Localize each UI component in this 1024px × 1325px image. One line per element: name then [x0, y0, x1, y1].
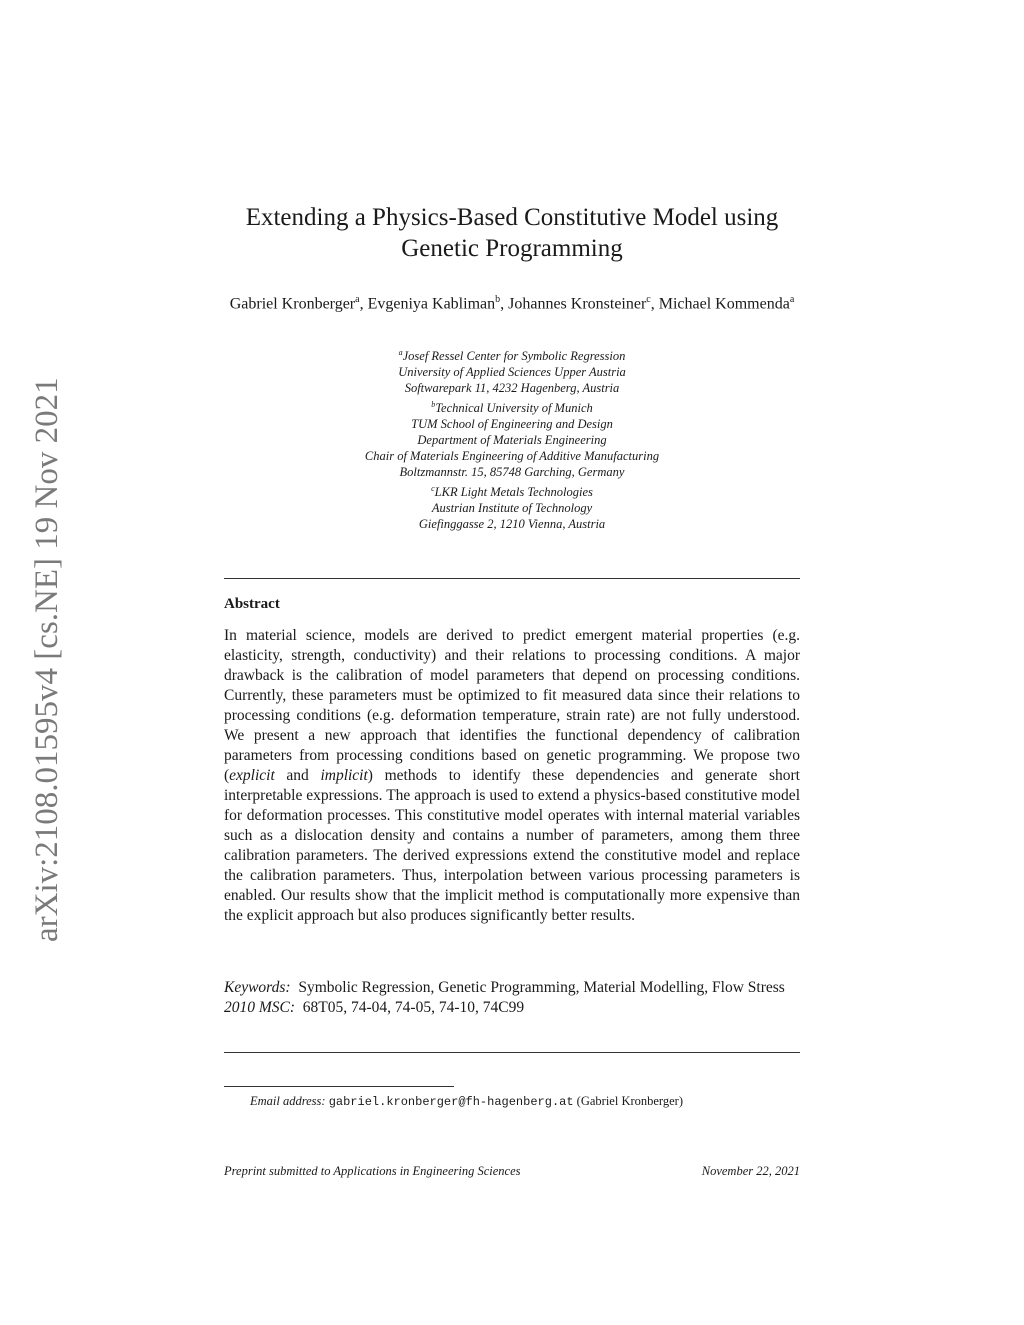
abstract-body: [224, 626, 800, 926]
affiliation-line: Department of Materials Engineering: [417, 432, 607, 447]
affiliation-mark: b: [431, 399, 436, 409]
affiliation-line: Giefinggasse 2, 1210 Vienna, Austria: [418, 516, 606, 531]
affiliations: [224, 345, 800, 532]
preprint-date: November 22, 2021: [701, 1164, 800, 1178]
affiliation-line: [224, 481, 800, 501]
footnote-label: Email address:: [250, 1094, 326, 1108]
abstract-emphasis-implicit: implicit: [320, 767, 368, 784]
footnote: [250, 1093, 810, 1110]
affiliation-line: [224, 345, 800, 365]
author-affiliation-mark: b: [495, 294, 501, 305]
abstract-text: In material science, models are derived to predict emergent material properties (e.g. elasticity, strength, conductivity) and their relations to processing conditions. A major drawback is the calibration of model parameters that depend on processing conditions. Currently, these parameters must be optimized to fit measured data since their relations to processing conditions (e.g. deformation temperature, strain rate) are not fully understood. We present a new approach that identifies the functional dependency of calibration parameters from processing conditions based on genetic programming. We propose two (: [224, 627, 800, 784]
title-line-2: Genetic Programming: [401, 235, 623, 262]
author-name: Johannes Kronsteiner: [508, 295, 647, 313]
msc-line: [224, 998, 800, 1018]
title-line-1: Extending a Physics-Based Constitutive Model using: [245, 204, 779, 231]
affiliation-line: TUM School of Engineering and Design: [411, 416, 613, 431]
affiliation-text: Josef Ressel Center for Symbolic Regression: [402, 349, 626, 364]
author-name: Evgeniya Kabliman: [367, 295, 496, 313]
affiliation-text: LKR Light Metals Technologies: [434, 484, 593, 499]
keywords-block: [224, 978, 800, 1018]
abstract-emphasis-explicit: explicit: [229, 767, 275, 784]
abstract-text: ) methods to identify these dependencies and generate short interpretable expressions. The approach is used to extend a physics-based constitutive model for deformation processes. This constitutive model operates with internal material variables such as a dislocation density and contains a number of parameters, among them three calibration parameters. The derived expressions extend the constitutive model and replace the calibration parameters. Thus, interpolation between various processing parameters is enabled. Our results show that the implicit method is computationally more expensive than the explicit approach but also produces significantly better results.: [224, 767, 800, 924]
affiliation-line: [224, 397, 800, 417]
author-separator: ,: [650, 295, 659, 313]
footnote-rule: [224, 1086, 454, 1087]
abstract-top-rule: [224, 578, 800, 579]
abstract-heading: Abstract: [224, 596, 280, 612]
author-separator: ,: [359, 295, 368, 313]
paper-title: [200, 202, 824, 264]
keywords-label: Keywords:: [224, 979, 291, 996]
author-separator: ,: [500, 295, 509, 313]
affiliation-line: Boltzmannstr. 15, 85748 Garching, Germany: [399, 464, 625, 479]
author-affiliation-mark: a: [789, 294, 795, 305]
abstract-bottom-rule: [224, 1052, 800, 1053]
affiliation-line: Softwarepark 11, 4232 Hagenberg, Austria: [404, 380, 620, 395]
author-affiliation-mark: a: [355, 294, 360, 305]
affiliation-mark: c: [431, 483, 435, 493]
affiliation-line: Chair of Materials Engineering of Additive Manufacturing: [364, 448, 660, 463]
arxiv-identifier: arXiv:2108.01595v4 [cs.NE] 19 Nov 2021: [29, 377, 65, 943]
affiliation-mark: a: [398, 348, 403, 357]
footnote-name: (Gabriel Kronberger): [576, 1094, 683, 1108]
email-link[interactable]: gabriel.kronberger@fh-hagenberg.at: [328, 1095, 574, 1109]
affiliation-line: Austrian Institute of Technology: [431, 500, 593, 515]
author-list: [224, 290, 800, 314]
affiliation-text: Technical University of Munich: [435, 401, 593, 416]
keywords-value: Symbolic Regression, Genetic Programming, Material Modelling, Flow Stress: [298, 979, 785, 996]
abstract-text: and: [274, 767, 321, 784]
preprint-text: Preprint submitted to Applications in Engineering Sciences: [224, 1164, 521, 1178]
author-affiliation-mark: c: [646, 294, 651, 305]
affiliation-line: University of Applied Sciences Upper Austria: [398, 365, 626, 380]
author-name: Gabriel Kronberger: [229, 295, 356, 313]
msc-label: 2010 MSC:: [224, 999, 296, 1016]
keywords-line: [224, 978, 800, 998]
preprint-footer: [224, 1164, 800, 1179]
author-name: Michael Kommenda: [658, 295, 790, 313]
msc-value: 68T05, 74-04, 74-05, 74-10, 74C99: [302, 999, 525, 1016]
